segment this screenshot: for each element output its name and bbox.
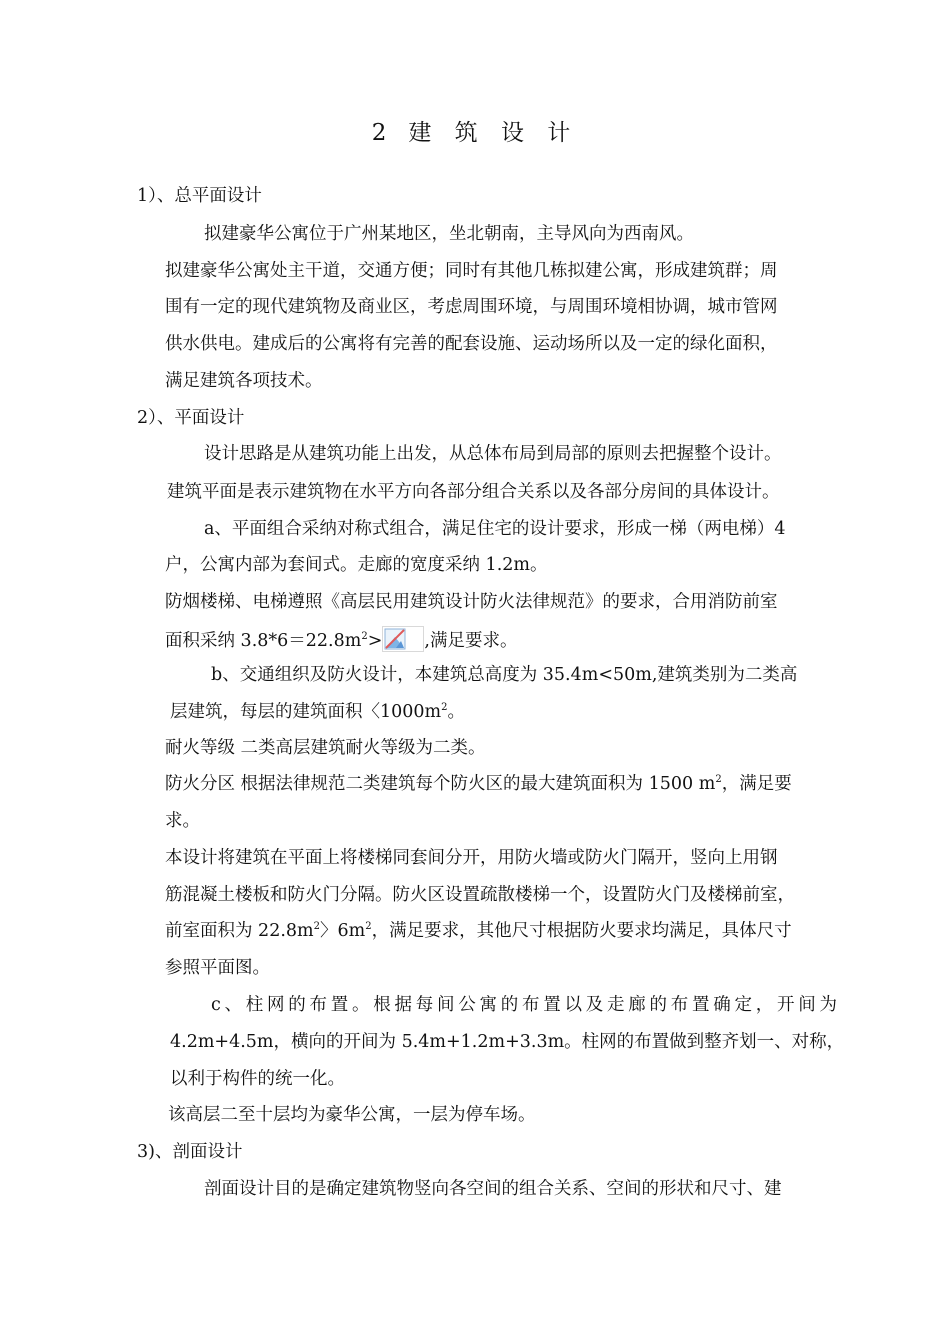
paragraph-line: 耐火等级 二类高层建筑耐火等级为二类。 [165, 738, 486, 758]
text-run: ，满足要 [721, 774, 792, 794]
title-number: 2 [371, 120, 395, 146]
text-run: 。 [447, 702, 466, 722]
superscript: 2 [715, 774, 722, 786]
paragraph-line: b、交通组织及防火设计，本建筑总高度为 35.4m<50m,建筑类别为二类高 [211, 665, 798, 685]
paragraph-line: 求。 [165, 811, 200, 831]
text-run: > [367, 631, 383, 651]
paragraph-line: 筋混凝土楼板和防火门分隔。防火区设置疏散楼梯一个，设置防火门及楼梯前室， [165, 885, 795, 905]
paragraph-line [165, 626, 517, 653]
paragraph-line: 围有一定的现代建筑物及商业区，考虑周围环境，与周围环境相协调，城市管网 [165, 297, 778, 317]
text-run: 〉6m [320, 921, 366, 941]
paragraph-line: 剖面设计目的是确定建筑物竖向各空间的组合关系、空间的形状和尺寸、建 [204, 1179, 782, 1199]
text-run: 防火分区 根据法律规范二类建筑每个防火区的最大建筑面积为 1500 m [165, 774, 716, 794]
paragraph-line [165, 919, 792, 943]
page-title [0, 118, 950, 148]
paragraph-line: 参照平面图。 [165, 958, 270, 978]
paragraph-line: 本设计将建筑在平面上将楼梯同套间分开，用防火墙或防火门隔开，竖向上用钢 [165, 848, 778, 868]
text-run: ,满足要求。 [424, 631, 518, 651]
paragraph-line: 拟建豪华公寓处主干道，交通方便；同时有其他几栋拟建公寓，形成建筑群；周 [165, 261, 778, 281]
text-run: ，满足要求，其他尺寸根据防火要求均满足，具体尺寸 [371, 921, 792, 941]
section-heading-section-design: 3)、剖面设计 [137, 1142, 243, 1162]
section-heading-site-plan: 1）、总平面设计 [137, 186, 262, 206]
paragraph-line: a、平面组合采纳对称式组合，满足住宅的设计要求，形成一梯（两电梯）4 [204, 519, 786, 539]
text-run: 面积采纳 3.8*6＝22.8m [165, 631, 362, 651]
superscript: 2 [313, 921, 320, 933]
paragraph-line: 设计思路是从建筑功能上出发，从总体布局到局部的原则去把握整个设计。 [204, 444, 782, 464]
title-text: 建 筑 设 计 [408, 120, 579, 146]
paragraph-line [170, 700, 465, 724]
paragraph-line [165, 772, 792, 796]
paragraph-line: 以利于构件的统一化。 [170, 1069, 345, 1089]
superscript: 2 [441, 702, 448, 714]
text-run: 层建筑，每层的建筑面积〈1000m [170, 702, 442, 722]
paragraph-line: 满足建筑各项技术。 [165, 371, 323, 391]
paragraph-line: 拟建豪华公寓位于广州某地区，坐北朝南，主导风向为西南风。 [204, 224, 694, 244]
text-run: 前室面积为 22.8m [165, 921, 314, 941]
paragraph-line: 建筑平面是表示建筑物在水平方向各部分组合关系以及各部分房间的具体设计。 [167, 482, 780, 502]
paragraph-line: 该高层二至十层均为豪华公寓，一层为停车场。 [168, 1105, 536, 1125]
paragraph-line: 供水供电。建成后的公寓将有完善的配套设施、运动场所以及一定的绿化面积， [165, 334, 778, 354]
paragraph-line: 户，公寓内部为套间式。走廊的宽度采纳 1.2m。 [165, 555, 548, 575]
paragraph-line: 防烟楼梯、电梯遵照《高层民用建筑设计防火法律规范》的要求，合用消防前室 [165, 592, 778, 612]
superscript: 2 [365, 921, 372, 933]
paragraph-line: c、柱网的布置。根据每间公寓的布置以及走廊的布置确定，开间为 [211, 995, 837, 1015]
section-heading-floor-plan: 2）、平面设计 [137, 408, 245, 428]
paragraph-line: 4.2m+4.5m，横向的开间为 5.4m+1.2m+3.3m。柱网的布置做到整齐划一、对称， [170, 1032, 845, 1052]
superscript: 2 [361, 631, 368, 643]
broken-image-icon [382, 626, 424, 652]
